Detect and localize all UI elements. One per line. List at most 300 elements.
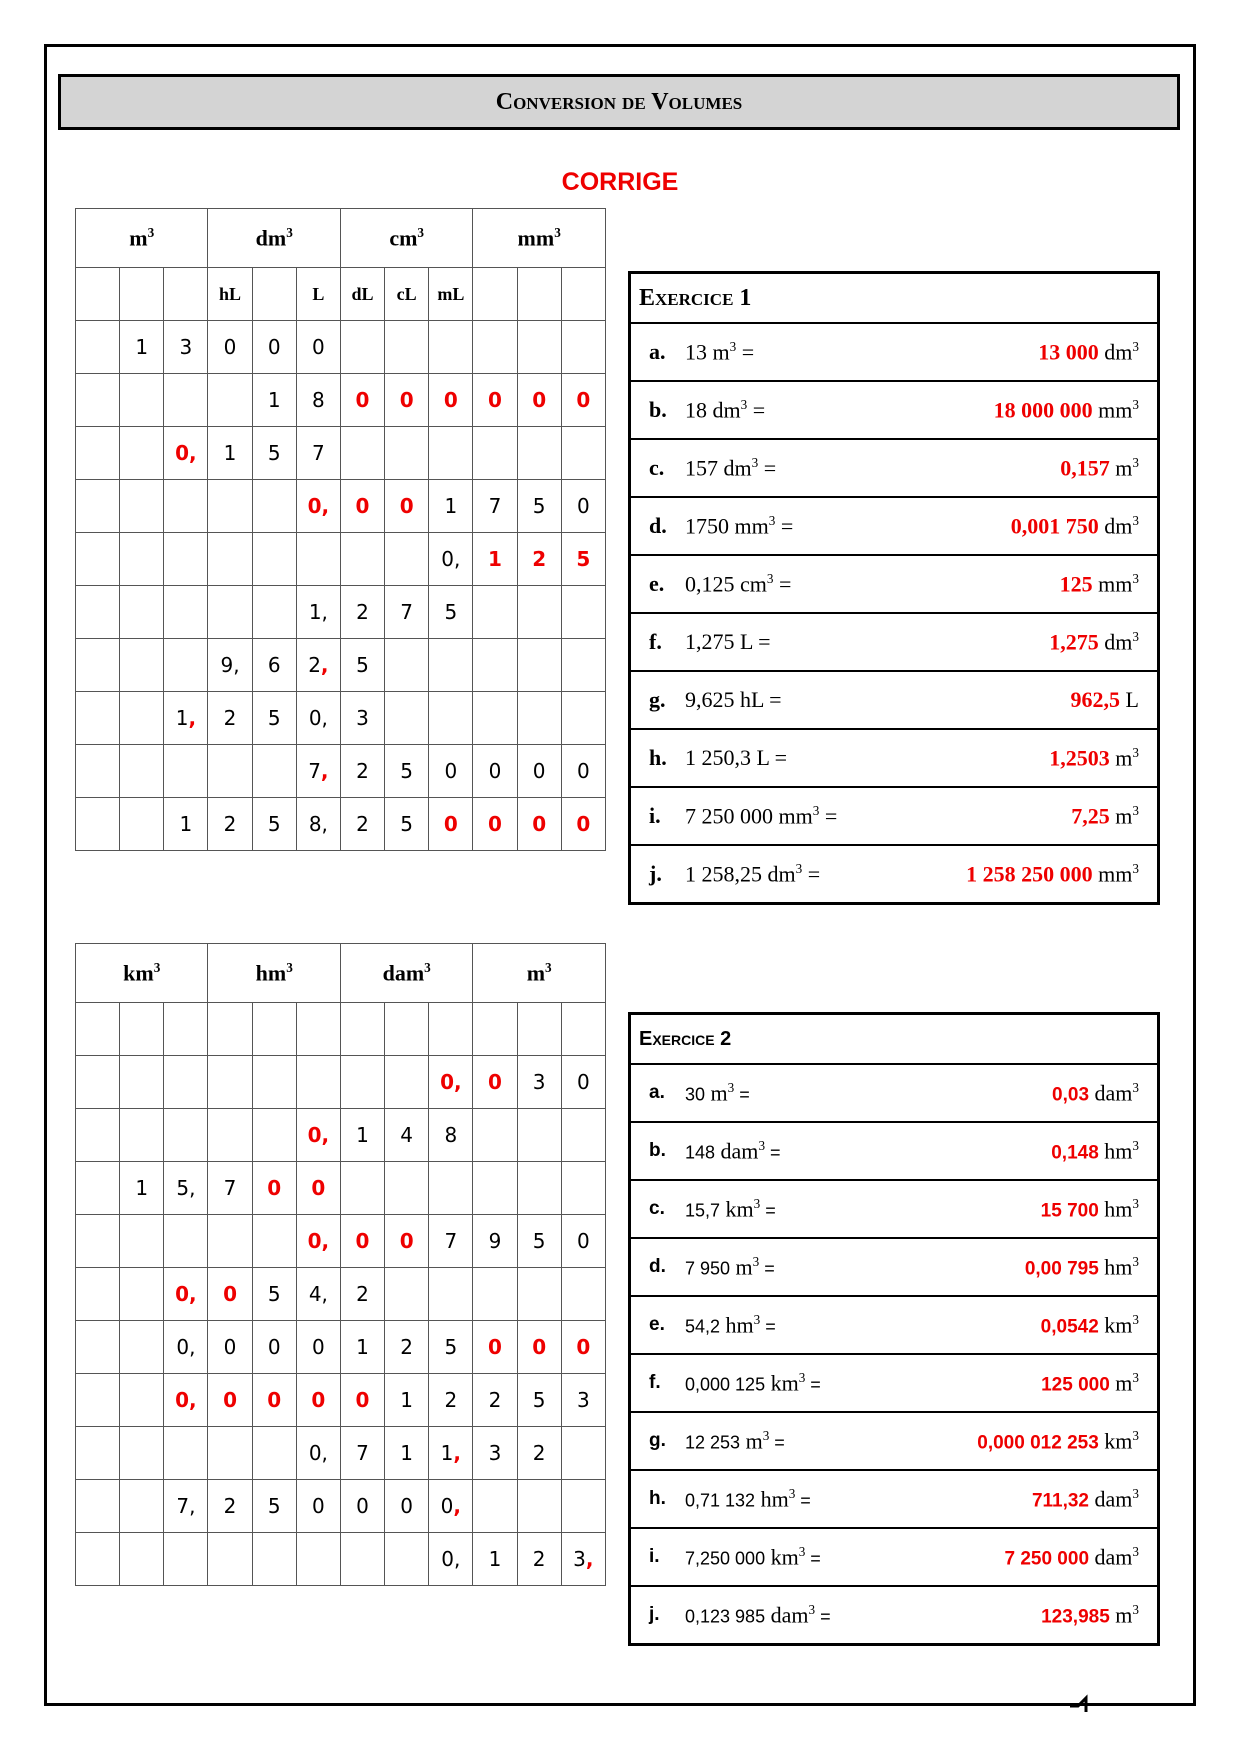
unit-header: $m^3$ [76, 209, 208, 268]
corrige-heading: CORRIGE [561, 168, 679, 196]
exercise-row [630, 1528, 1159, 1586]
table-cell: 4, [296, 1268, 340, 1321]
table-cell: 3 [340, 692, 384, 745]
exercise-answer: 0,001 750 $dm^3$ [1010, 512, 1139, 539]
exercise-question: 157 $dm^3$ = [685, 454, 777, 481]
table-cell [76, 1003, 120, 1056]
table-cell [561, 1109, 605, 1162]
table-cell [208, 745, 252, 798]
table-subheader-cell [252, 268, 296, 321]
exercise-letter: h. [649, 745, 667, 770]
exercise-row [630, 1354, 1159, 1412]
table-cell: 5 [252, 692, 296, 745]
exercise-question: 7 250 000 $mm^3$ = [685, 802, 838, 829]
exercise-answer: 13 000 $dm^3$ [1038, 338, 1139, 365]
table-cell [517, 427, 561, 480]
table-row [76, 586, 606, 639]
table-cell: 0 [340, 480, 384, 533]
table-cell [76, 1321, 120, 1374]
exercise-answer: 125 000 $m^3$ [1041, 1369, 1139, 1396]
table-cell: 3 [473, 1427, 517, 1480]
table-cell: 7 [340, 1427, 384, 1480]
exercise-2-table [628, 1012, 1160, 1646]
table-cell [296, 1056, 340, 1109]
table-cell: 0 [340, 374, 384, 427]
table-subheader-cell: L [296, 268, 340, 321]
exercise-row [630, 1238, 1159, 1296]
table-cell [164, 480, 208, 533]
table-cell: 5 [252, 1268, 296, 1321]
table-cell: 0, [429, 1056, 473, 1109]
table-cell [208, 1003, 252, 1056]
table-cell [429, 321, 473, 374]
table-cell [252, 586, 296, 639]
unit-header: $mm^3$ [473, 209, 605, 268]
table-cell [120, 798, 164, 851]
exercise-letter: c. [649, 455, 665, 480]
exercise-answer: 1,2503 $m^3$ [1049, 744, 1139, 771]
table-cell: 0 [252, 1374, 296, 1427]
table-cell: 1 [473, 1533, 517, 1586]
table-subheader-cell [120, 268, 164, 321]
table-cell [385, 1162, 429, 1215]
table-cell: 0 [296, 1480, 340, 1533]
table-cell [76, 533, 120, 586]
table-cell [164, 1003, 208, 1056]
table-cell [164, 1427, 208, 1480]
table-row [76, 1427, 606, 1480]
table-cell: 0 [296, 321, 340, 374]
exercise-row [630, 1470, 1159, 1528]
table-cell [340, 1533, 384, 1586]
table-cell: 2 [340, 745, 384, 798]
table-cell [76, 427, 120, 480]
table-cell [561, 427, 605, 480]
table-cell [385, 639, 429, 692]
table-cell [76, 1215, 120, 1268]
table-cell: 7, [164, 1480, 208, 1533]
table-cell [517, 639, 561, 692]
table-cell: 3, [561, 1533, 605, 1586]
table-cell: 0 [473, 1056, 517, 1109]
exercise-answer: 0,148 $hm^3$ [1051, 1137, 1139, 1164]
table-cell: 0 [561, 1056, 605, 1109]
table-cell: 0 [296, 1374, 340, 1427]
table-cell [164, 745, 208, 798]
exercise-answer: 1 258 250 000 $mm^3$ [966, 860, 1139, 887]
table-cell: 0 [208, 1374, 252, 1427]
table-cell: 0 [561, 745, 605, 798]
exercise-answer: 18 000 000 $mm^3$ [993, 396, 1139, 423]
table-cell [340, 321, 384, 374]
table-cell: 5 [429, 1321, 473, 1374]
table-cell [429, 639, 473, 692]
table-cell [517, 1480, 561, 1533]
table-cell: 5 [385, 745, 429, 798]
table-cell [385, 692, 429, 745]
unit-header: dam$^3$ [340, 944, 473, 1003]
table-cell [385, 1056, 429, 1109]
exercise-answer: 0,03 dam$^3$ [1052, 1079, 1139, 1106]
table-cell [517, 1109, 561, 1162]
exercise-letter: h. [649, 1488, 666, 1509]
table-cell [76, 586, 120, 639]
exercise-letter: d. [649, 1256, 666, 1277]
exercise-answer: 7 250 000 dam$^3$ [1004, 1543, 1139, 1570]
table-cell [208, 1109, 252, 1162]
exercise-row [630, 613, 1159, 671]
table-cell [340, 1056, 384, 1109]
table-cell: 2 [208, 798, 252, 851]
table-cell [120, 745, 164, 798]
table-cell: 0 [296, 1162, 340, 1215]
table-cell: 0, [296, 1215, 340, 1268]
exercise-letter: e. [649, 1314, 665, 1335]
exercise-1-table [628, 271, 1160, 905]
table-cell: 1 [429, 480, 473, 533]
exercise-question: 9,625 hL = [685, 687, 782, 712]
table-cell [164, 1533, 208, 1586]
exercise-row [630, 1122, 1159, 1180]
table-cell: 0 [252, 1321, 296, 1374]
table-cell [76, 1533, 120, 1586]
exercise-answer: 0,00 795 $hm^3$ [1024, 1253, 1139, 1280]
table-cell: 5 [561, 533, 605, 586]
exercise-row [630, 381, 1159, 439]
table-cell: 0 [429, 374, 473, 427]
table-cell: 1, [164, 692, 208, 745]
table-cell: 2 [340, 1268, 384, 1321]
table-cell [385, 427, 429, 480]
table-cell: 2 [517, 533, 561, 586]
table-cell: 0 [473, 1321, 517, 1374]
exercise-row [630, 1586, 1159, 1645]
table-cell: 0, [164, 1268, 208, 1321]
table-cell [76, 1427, 120, 1480]
table-cell: 3 [517, 1056, 561, 1109]
table-cell [561, 692, 605, 745]
table-cell [561, 586, 605, 639]
table-cell [120, 1215, 164, 1268]
table-cell [296, 533, 340, 586]
table-cell [120, 1321, 164, 1374]
table-cell [164, 586, 208, 639]
table-cell: 0, [296, 1109, 340, 1162]
table-cell [120, 1109, 164, 1162]
table-cell: 5 [517, 480, 561, 533]
table-cell [164, 639, 208, 692]
exercise-row [630, 323, 1159, 381]
table-cell: 0 [385, 480, 429, 533]
table-row [76, 1480, 606, 1533]
table-cell [164, 1215, 208, 1268]
exercise-question: 1 258,25 $dm^3$ = [685, 860, 821, 887]
table-cell [296, 1533, 340, 1586]
table-cell [120, 1427, 164, 1480]
exercise-question: 1 250,3 L = [685, 745, 788, 770]
exercise-question: 54,2 $hm^3$ = [685, 1311, 776, 1338]
table-subheader-cell: hL [208, 268, 252, 321]
table-cell: 2 [517, 1533, 561, 1586]
table-cell: 0, [164, 427, 208, 480]
exercise-answer: 1,275 $dm^3$ [1049, 628, 1139, 655]
table-cell [340, 1003, 384, 1056]
table-cell [164, 533, 208, 586]
exercise-question: 1,275 L = [685, 629, 771, 654]
table-cell: 0 [517, 374, 561, 427]
table-cell: 3 [164, 321, 208, 374]
table-cell: 7 [385, 586, 429, 639]
table-cell: 0 [517, 798, 561, 851]
table-cell [208, 1215, 252, 1268]
table-cell [120, 1268, 164, 1321]
table-cell [208, 586, 252, 639]
unit-header: $dm^3$ [208, 209, 340, 268]
exercise-row [630, 1412, 1159, 1470]
table-subheader-cell: dL [340, 268, 384, 321]
table-cell: 0 [429, 798, 473, 851]
exercise-letter: f. [649, 1372, 661, 1393]
table-cell: 0 [252, 321, 296, 374]
table-cell [120, 1003, 164, 1056]
exercise-question: 1750 $mm^3$ = [685, 512, 794, 539]
table-cell: 0 [473, 745, 517, 798]
exercise-answer: 0,000 012 253 $km^3$ [977, 1427, 1139, 1454]
table-cell [252, 745, 296, 798]
table-cell [76, 321, 120, 374]
exercise-answer: 123,985 $m^3$ [1041, 1601, 1139, 1628]
table-cell [296, 1003, 340, 1056]
table-cell: 0 [208, 321, 252, 374]
table-cell: 7, [296, 745, 340, 798]
exercise-row [630, 729, 1159, 787]
table-row [76, 639, 606, 692]
table-cell [120, 692, 164, 745]
table-cell: 8, [296, 798, 340, 851]
table-cell: 0 [473, 798, 517, 851]
table-cell [164, 1109, 208, 1162]
exercise-row [630, 671, 1159, 729]
exercise-question: 12 253 $m^3$ = [685, 1427, 785, 1454]
table-cell: 5 [340, 639, 384, 692]
table-cell [385, 321, 429, 374]
table-cell: 5 [429, 586, 473, 639]
table-cell: 1 [252, 374, 296, 427]
table-cell: 1 [120, 321, 164, 374]
exercise-answer: 711,32 dam$^3$ [1031, 1485, 1139, 1512]
table-cell: 0 [429, 745, 473, 798]
table-cell: 7 [208, 1162, 252, 1215]
table-cell [208, 1056, 252, 1109]
table-cell [120, 639, 164, 692]
table-row [76, 1268, 606, 1321]
table-cell: 2 [429, 1374, 473, 1427]
table-cell: 5 [252, 427, 296, 480]
table-cell [76, 480, 120, 533]
table-cell [76, 692, 120, 745]
table-subheader-cell [164, 268, 208, 321]
exercise-letter: i. [649, 803, 661, 828]
conversion-table-2 [75, 943, 606, 1586]
table-cell [561, 1427, 605, 1480]
exercise-row [630, 497, 1159, 555]
table-cell: 0 [340, 1374, 384, 1427]
table-cell [473, 427, 517, 480]
exercise-question: 13 $m^3$ = [685, 338, 755, 365]
table-cell [340, 1162, 384, 1215]
table-cell: 8 [296, 374, 340, 427]
table-cell: 0 [385, 1215, 429, 1268]
table-cell: 7 [296, 427, 340, 480]
exercise-question: 148 dam$^3$ = [685, 1137, 781, 1164]
table-cell: 1 [340, 1109, 384, 1162]
table-cell: 0, [429, 533, 473, 586]
table-subheader-cell [473, 268, 517, 321]
table-cell [429, 692, 473, 745]
table-cell [252, 1215, 296, 1268]
exercise-row [630, 787, 1159, 845]
table-cell [120, 427, 164, 480]
table-cell: 1 [385, 1374, 429, 1427]
table-cell [164, 1056, 208, 1109]
table-cell: 0 [561, 480, 605, 533]
table-cell [473, 321, 517, 374]
table-cell: 1 [164, 798, 208, 851]
table-cell: 2 [385, 1321, 429, 1374]
table-subheader-cell [76, 268, 120, 321]
exercise-row [630, 555, 1159, 613]
table-cell: 5 [517, 1374, 561, 1427]
table-cell: 0, [164, 1321, 208, 1374]
table-cell: 2 [473, 1374, 517, 1427]
table-cell [517, 321, 561, 374]
table-cell [385, 1533, 429, 1586]
table-cell: 3 [561, 1374, 605, 1427]
table-cell [76, 1162, 120, 1215]
table-row [76, 480, 606, 533]
exercise-letter: a. [649, 339, 666, 364]
table-cell [208, 480, 252, 533]
frame-corner-notch [1070, 1688, 1094, 1712]
table-subheader-cell: cL [385, 268, 429, 321]
table-cell [385, 1003, 429, 1056]
table-cell: 4 [385, 1109, 429, 1162]
exercise-answer: 962,5 L [1070, 687, 1139, 712]
table-cell: 2 [517, 1427, 561, 1480]
unit-header: $m^3$ [473, 944, 605, 1003]
table-cell: 5, [164, 1162, 208, 1215]
table-row [76, 692, 606, 745]
exercise-question: 0,71 132 $hm^3$ = [685, 1485, 811, 1512]
exercise-answer: 125 $mm^3$ [1059, 570, 1139, 597]
exercise-row [630, 439, 1159, 497]
table-cell [208, 1427, 252, 1480]
table-cell [120, 1533, 164, 1586]
exercise-letter: i. [649, 1546, 660, 1567]
table-cell [120, 480, 164, 533]
exercise-answer: 7,25 $m^3$ [1071, 802, 1139, 829]
table-cell [561, 1003, 605, 1056]
exercise-letter: e. [649, 571, 665, 596]
table-cell: 5 [252, 798, 296, 851]
table-cell [76, 374, 120, 427]
table-cell: 2 [340, 798, 384, 851]
table-row [76, 1374, 606, 1427]
table-row [76, 745, 606, 798]
table-cell [120, 586, 164, 639]
exercise-letter: g. [649, 687, 666, 712]
table-row [76, 321, 606, 374]
table-cell [517, 1162, 561, 1215]
exercise-letter: j. [649, 1604, 660, 1625]
table-row [76, 1109, 606, 1162]
table-cell: 8 [429, 1109, 473, 1162]
table-cell [517, 1268, 561, 1321]
table-cell [385, 1268, 429, 1321]
table-row [76, 1162, 606, 1215]
table-subheader-cell: mL [429, 268, 473, 321]
table-cell: 0 [561, 1215, 605, 1268]
exercise-letter: d. [649, 513, 667, 538]
table-cell: 1 [120, 1162, 164, 1215]
table-row [76, 1215, 606, 1268]
exercise-answer: 0,157 $m^3$ [1060, 454, 1139, 481]
table-cell [473, 639, 517, 692]
exercise-question: 7 950 $m^3$ = [685, 1253, 775, 1280]
table-row [76, 1003, 606, 1056]
table-cell [517, 586, 561, 639]
exercise-question: 18 $dm^3$ = [685, 396, 766, 423]
table-cell: 7 [429, 1215, 473, 1268]
table-cell [76, 798, 120, 851]
exercise-question: 7,250 000 $km^3$ = [685, 1543, 821, 1570]
table-cell [252, 1533, 296, 1586]
table-cell: 0, [296, 692, 340, 745]
table-cell [561, 1268, 605, 1321]
table-cell: 0 [517, 1321, 561, 1374]
table-cell [120, 1056, 164, 1109]
table-cell: 2 [208, 1480, 252, 1533]
conversion-table-1 [75, 208, 606, 851]
page-title: Conversion de Volumes [495, 88, 743, 115]
table-cell: 0 [296, 1321, 340, 1374]
exercise-row [630, 845, 1159, 904]
table-cell [76, 745, 120, 798]
exercise-heading: Exercice 2 [630, 1014, 1159, 1065]
table-cell [164, 374, 208, 427]
table-cell [120, 1374, 164, 1427]
table-cell [252, 1056, 296, 1109]
table-cell [252, 533, 296, 586]
table-cell [208, 374, 252, 427]
exercise-row [630, 1064, 1159, 1122]
exercise-question: 0,125 $cm^3$ = [685, 570, 792, 597]
unit-header: $km^3$ [76, 944, 208, 1003]
exercise-question: 0,123 985 dam$^3$ = [685, 1601, 831, 1628]
table-cell [340, 427, 384, 480]
table-cell: 9, [208, 639, 252, 692]
unit-header: $cm^3$ [340, 209, 472, 268]
exercise-question: 30 $m^3$ = [685, 1079, 750, 1106]
table-subheader-cell [517, 268, 561, 321]
table-cell [473, 1109, 517, 1162]
table-cell: 1 [473, 533, 517, 586]
table-cell: 7 [473, 480, 517, 533]
table-cell: 0 [561, 798, 605, 851]
table-cell [76, 1109, 120, 1162]
table-cell [76, 639, 120, 692]
table-cell [561, 321, 605, 374]
